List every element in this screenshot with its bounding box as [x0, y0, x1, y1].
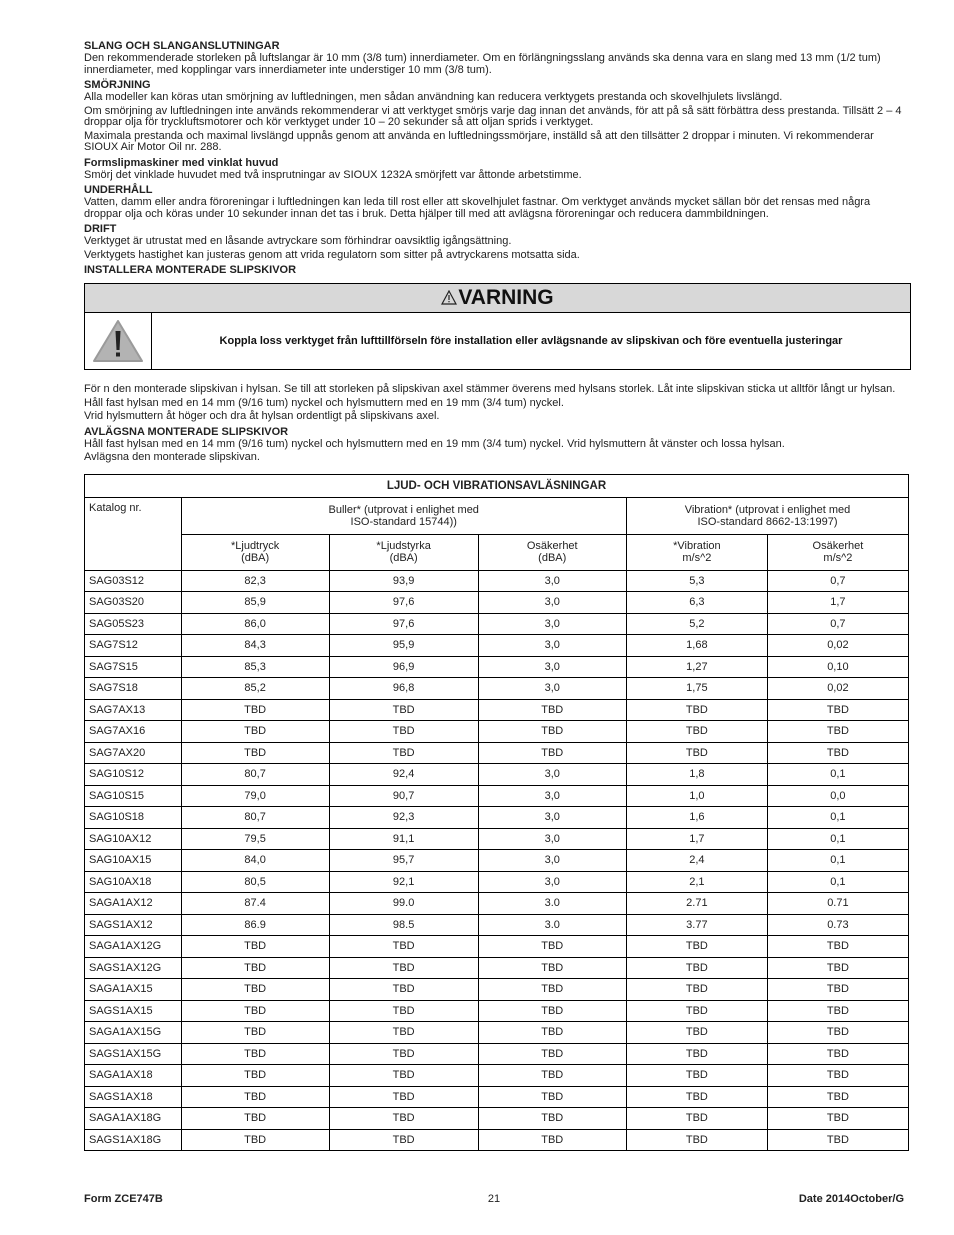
column-header-label: *Vibration [673, 540, 721, 552]
value-cell: 0,7 [767, 570, 908, 592]
value-cell: TBD [478, 957, 626, 979]
value-cell: 0.71 [767, 893, 908, 915]
section-heading: UNDERHÅLL [84, 184, 153, 196]
catalog-cell: SAGS1AX18G [85, 1129, 182, 1151]
value-cell: TBD [626, 957, 767, 979]
paragraph: Vatten, damm eller andra föroreningar i luftledningen kan leda till rost eller att skovelhjulet fastnar. Om verktyget används mycket sällan bör det rensas med några droppar olja och köras under 10 sekunder innan det tas i bruk. Detta hjälper till med att avlägsna föroreningar och reducera dammbildningen. [84, 196, 871, 220]
table-row [85, 613, 909, 635]
value-cell: 0,7 [767, 613, 908, 635]
value-cell: 2,4 [626, 850, 767, 872]
value-cell: TBD [478, 1065, 626, 1087]
value-cell: TBD [478, 1043, 626, 1065]
table-row [85, 764, 909, 786]
value-cell: 6,3 [626, 592, 767, 614]
text-section [84, 79, 910, 154]
value-cell: TBD [181, 1022, 329, 1044]
value-cell: TBD [767, 742, 908, 764]
value-cell: TBD [626, 1065, 767, 1087]
value-cell: TBD [767, 1086, 908, 1108]
catalog-header: Katalog nr. [85, 497, 182, 570]
paragraph: Den rekommenderade storleken på luftslangar är 10 mm (3/8 tum) innerdiameter. Om en förlängningsslang används ska denna vara en slang med 13 mm (1/2 tum) innerdiameter, med kopplingar vars innerdiameter inte understiger 10 mm (3/8 tum). [84, 52, 881, 76]
value-cell: 80,7 [181, 807, 329, 829]
value-cell: TBD [767, 1043, 908, 1065]
catalog-cell: SAG10AX18 [85, 871, 182, 893]
value-cell: 85,3 [181, 656, 329, 678]
value-cell: 79,0 [181, 785, 329, 807]
column-header [767, 534, 908, 570]
section-heading: SMÖRJNING [84, 79, 151, 91]
value-cell: 5,3 [626, 570, 767, 592]
value-cell: 3,0 [478, 635, 626, 657]
paragraph: Avlägsna den monterade slipskivan. [84, 451, 260, 463]
column-header-unit: (dBA) [538, 552, 567, 564]
value-cell: TBD [181, 957, 329, 979]
vibration-header-line2: ISO-standard 8662-13:1997) [697, 515, 838, 528]
table-row [85, 699, 909, 721]
catalog-cell: SAGS1AX15G [85, 1043, 182, 1065]
value-cell: 3,0 [478, 678, 626, 700]
value-cell: TBD [478, 979, 626, 1001]
value-cell: TBD [478, 1000, 626, 1022]
value-cell: TBD [329, 721, 478, 743]
column-header-label: Osäkerhet [526, 540, 578, 552]
value-cell: TBD [329, 1000, 478, 1022]
catalog-cell: SAG10S18 [85, 807, 182, 829]
paragraph: Maximala prestanda och maximal livslängd uppnås genom att använda en luftledningssmörjare, inställd så att den tillsätter 2 droppar i minuten. Vi rekommenderar SIOUX Air Motor Oil nr. 288. [84, 129, 874, 153]
catalog-cell: SAGA1AX18 [85, 1065, 182, 1087]
value-cell: TBD [181, 1129, 329, 1151]
value-cell: 1,68 [626, 635, 767, 657]
value-cell: 92,3 [329, 807, 478, 829]
value-cell: TBD [767, 979, 908, 1001]
value-cell: TBD [181, 721, 329, 743]
value-cell: 2.71 [626, 893, 767, 915]
table-row [85, 1129, 909, 1151]
value-cell: TBD [329, 1022, 478, 1044]
table-row [85, 807, 909, 829]
table-row [85, 1000, 909, 1022]
value-cell: 3,0 [478, 850, 626, 872]
catalog-cell: SAG7AX13 [85, 699, 182, 721]
value-cell: TBD [626, 721, 767, 743]
table-row [85, 936, 909, 958]
value-cell: 3,0 [478, 807, 626, 829]
catalog-cell: SAG10AX15 [85, 850, 182, 872]
value-cell: 98.5 [329, 914, 478, 936]
value-cell: 1,27 [626, 656, 767, 678]
catalog-cell: SAGA1AX15 [85, 979, 182, 1001]
value-cell: TBD [181, 742, 329, 764]
value-cell: TBD [626, 1108, 767, 1130]
table-row [85, 1065, 909, 1087]
paragraph: För n den monterade slipskivan i hylsan. Se till att storleken på slipskivan axel stämmer överens med hylsans storlek. Låt inte slipskivan sticka ut alltför långt ur hylsan. [84, 383, 896, 395]
value-cell: 0,0 [767, 785, 908, 807]
section-heading: DRIFT [84, 223, 117, 235]
value-cell: 3.0 [478, 914, 626, 936]
sections-top [84, 40, 910, 277]
table-row [85, 850, 909, 872]
paragraph: Smörj det vinklade huvudet med två insprutningar av SIOUX 1232A smörjfett var åttonde arbetstimme. [84, 168, 582, 181]
catalog-cell: SAG10AX12 [85, 828, 182, 850]
warning-triangle-icon [441, 290, 457, 305]
value-cell: 93,9 [329, 570, 478, 592]
catalog-cell: SAG7S18 [85, 678, 182, 700]
value-cell: TBD [767, 721, 908, 743]
value-cell: 3,0 [478, 656, 626, 678]
value-cell: 95,7 [329, 850, 478, 872]
vibration-group-header [626, 497, 908, 534]
catalog-cell: SAGA1AX18G [85, 1108, 182, 1130]
paragraph: Håll fast hylsan med en 14 mm (9/16 tum) nyckel och hylsmuttern med en 19 mm (3/4 tum) nyckel. [84, 396, 564, 409]
text-section [84, 223, 910, 261]
text-section [84, 384, 910, 423]
value-cell: 92,4 [329, 764, 478, 786]
noise-header-line2: ISO-standard 15744)) [350, 515, 457, 528]
column-header-unit: m/s^2 [823, 552, 853, 564]
catalog-cell: SAG7AX16 [85, 721, 182, 743]
value-cell: 82,3 [181, 570, 329, 592]
value-cell: TBD [181, 979, 329, 1001]
table-row [85, 785, 909, 807]
value-cell: 1,6 [626, 807, 767, 829]
value-cell: TBD [329, 979, 478, 1001]
table-row [85, 957, 909, 979]
exclamation-triangle-icon [92, 318, 144, 364]
value-cell: TBD [181, 699, 329, 721]
catalog-cell: SAG7S15 [85, 656, 182, 678]
value-cell: TBD [329, 1086, 478, 1108]
value-cell: TBD [181, 1065, 329, 1087]
value-cell: 80,5 [181, 871, 329, 893]
value-cell: TBD [767, 1022, 908, 1044]
catalog-cell: SAGA1AX15G [85, 1022, 182, 1044]
catalog-cell: SAG7S12 [85, 635, 182, 657]
catalog-cell: SAGA1AX12 [85, 893, 182, 915]
value-cell: 1,75 [626, 678, 767, 700]
value-cell: TBD [767, 699, 908, 721]
column-header-label: *Ljudtryck [230, 540, 280, 552]
table-row [85, 871, 909, 893]
value-cell: 0,02 [767, 635, 908, 657]
value-cell: 97,6 [329, 592, 478, 614]
value-cell: 95,9 [329, 635, 478, 657]
column-header-label: Osäkerhet [812, 540, 864, 552]
value-cell: 84,0 [181, 850, 329, 872]
column-header-label: *Ljudstyrka [376, 540, 431, 552]
value-cell: 3.77 [626, 914, 767, 936]
value-cell: TBD [329, 936, 478, 958]
value-cell: 90,7 [329, 785, 478, 807]
value-cell: TBD [329, 699, 478, 721]
section-heading: INSTALLERA MONTERADE SLIPSKIVOR [84, 264, 297, 276]
catalog-cell: SAGS1AX18 [85, 1086, 182, 1108]
value-cell: TBD [329, 1108, 478, 1130]
value-cell: 85,2 [181, 678, 329, 700]
value-cell: 1,8 [626, 764, 767, 786]
catalog-cell: SAG7AX20 [85, 742, 182, 764]
value-cell: TBD [181, 1043, 329, 1065]
text-section [84, 426, 910, 464]
value-cell: 3,0 [478, 764, 626, 786]
value-cell: TBD [626, 1022, 767, 1044]
catalog-cell: SAG10S15 [85, 785, 182, 807]
value-cell: TBD [181, 1108, 329, 1130]
value-cell: TBD [478, 721, 626, 743]
value-cell: TBD [626, 1000, 767, 1022]
catalog-cell: SAGS1AX15 [85, 1000, 182, 1022]
sections-after [84, 384, 910, 464]
catalog-cell: SAGS1AX12G [85, 957, 182, 979]
table-row [85, 635, 909, 657]
value-cell: TBD [626, 1086, 767, 1108]
warning-text: Koppla loss verktyget från lufttillförseln före installation eller avlägsnande av slipskivan och före eventuella justeringar [219, 335, 843, 347]
value-cell: 84,3 [181, 635, 329, 657]
catalog-cell: SAG10S12 [85, 764, 182, 786]
value-cell: 3,0 [478, 871, 626, 893]
value-cell: 92,1 [329, 871, 478, 893]
warning-box [84, 283, 911, 370]
page-number: 21 [487, 1193, 501, 1205]
value-cell: 0,02 [767, 678, 908, 700]
vibration-header-line1: Vibration* (utprovat i enlighet med [684, 503, 851, 516]
value-cell: 85,9 [181, 592, 329, 614]
text-section [84, 40, 910, 76]
value-cell: TBD [767, 1108, 908, 1130]
column-header [478, 534, 626, 570]
value-cell: TBD [767, 1000, 908, 1022]
value-cell: TBD [329, 1043, 478, 1065]
value-cell: 3,0 [478, 613, 626, 635]
value-cell: TBD [767, 1065, 908, 1087]
value-cell: 3,0 [478, 785, 626, 807]
paragraph: Håll fast hylsan med en 14 mm (9/16 tum) nyckel och hylsmuttern med en 19 mm (3/4 tum) nyckel. Vrid hylsmuttern åt vänster och lossa hylsan. [84, 437, 785, 450]
value-cell: 3,0 [478, 592, 626, 614]
table-row [85, 592, 909, 614]
value-cell: 0,1 [767, 871, 908, 893]
table-row [85, 742, 909, 764]
value-cell: 0,10 [767, 656, 908, 678]
value-cell: TBD [626, 742, 767, 764]
text-section [84, 184, 910, 220]
value-cell: 0,1 [767, 850, 908, 872]
document-page [84, 40, 910, 1151]
value-cell: TBD [767, 936, 908, 958]
value-cell: 0.73 [767, 914, 908, 936]
value-cell: 0,1 [767, 764, 908, 786]
value-cell: 86.9 [181, 914, 329, 936]
paragraph: Verktygets hastighet kan justeras genom att vrida regulatorn som sitter på avtryckarens motsatta sida. [84, 248, 580, 261]
noise-header-line1: Buller* (utprovat i enlighet med [328, 503, 479, 516]
form-date: Date 2014October/G [798, 1193, 904, 1205]
value-cell: TBD [181, 1000, 329, 1022]
value-cell: TBD [478, 1022, 626, 1044]
value-cell: 97,6 [329, 613, 478, 635]
value-cell: 5,2 [626, 613, 767, 635]
form-number: Form ZCE747B [84, 1193, 163, 1205]
value-cell: TBD [329, 957, 478, 979]
catalog-cell: SAG03S20 [85, 592, 182, 614]
value-cell: 91,1 [329, 828, 478, 850]
catalog-cell: SAG03S12 [85, 570, 182, 592]
table-row [85, 1043, 909, 1065]
value-cell: TBD [767, 1129, 908, 1151]
value-cell: TBD [329, 742, 478, 764]
value-cell: TBD [329, 1129, 478, 1151]
column-header [181, 534, 329, 570]
paragraph: Alla modeller kan köras utan smörjning av luftledningen, men sådan användning kan reducera verktygets prestanda och skovelhjulets livslängd. [84, 91, 783, 103]
value-cell: 0,1 [767, 828, 908, 850]
table-row [85, 1108, 909, 1130]
column-header-unit: (dBA) [241, 552, 270, 564]
table-row [85, 1022, 909, 1044]
value-cell: 0,1 [767, 807, 908, 829]
value-cell: TBD [181, 1086, 329, 1108]
text-section [84, 157, 910, 182]
noise-group-header [181, 497, 626, 534]
table-row [85, 1086, 909, 1108]
column-header [329, 534, 478, 570]
value-cell: TBD [478, 936, 626, 958]
value-cell: 99.0 [329, 893, 478, 915]
value-cell: TBD [626, 1043, 767, 1065]
value-cell: TBD [626, 699, 767, 721]
value-cell: 79,5 [181, 828, 329, 850]
value-cell: 1,0 [626, 785, 767, 807]
warning-icon-cell [85, 313, 152, 369]
value-cell: 1,7 [626, 828, 767, 850]
paragraph: Om smörjning av luftledningen inte används rekommenderar vi att verktyget smörjs varje dag innan det används, för att på så sätt förbättra dess prestanda. Tillsätt 2 – 4 droppar olja för tryckluftsmotorer och kör verktyget under 10 – 20 sekunder så att oljan sprids i verktyget. [84, 104, 902, 128]
catalog-cell: SAGA1AX12G [85, 936, 182, 958]
table-row [85, 721, 909, 743]
paragraph: Vrid hylsmuttern åt höger och dra åt hylsan ordentligt på slipskivans axel. [84, 410, 440, 422]
value-cell: 87.4 [181, 893, 329, 915]
value-cell: TBD [478, 1086, 626, 1108]
value-cell: 96,9 [329, 656, 478, 678]
value-cell: TBD [626, 936, 767, 958]
catalog-cell: SAGS1AX12 [85, 914, 182, 936]
value-cell: TBD [478, 699, 626, 721]
warning-header [85, 284, 910, 313]
section-heading: Formslipmaskiner med vinklat huvud [84, 156, 279, 169]
column-header-unit: (dBA) [389, 552, 418, 564]
value-cell: 3.0 [478, 893, 626, 915]
sound-vibration-table [84, 474, 909, 1152]
column-header-unit: m/s^2 [682, 552, 712, 564]
table-row [85, 828, 909, 850]
value-cell: TBD [478, 1129, 626, 1151]
table-row [85, 914, 909, 936]
section-heading: AVLÄGSNA MONTERADE SLIPSKIVOR [84, 425, 289, 438]
text-section [84, 264, 910, 277]
value-cell: 80,7 [181, 764, 329, 786]
value-cell: 86,0 [181, 613, 329, 635]
value-cell: TBD [478, 1108, 626, 1130]
value-cell: 1,7 [767, 592, 908, 614]
warning-title: VARNING [458, 286, 554, 309]
value-cell: 2,1 [626, 871, 767, 893]
value-cell: TBD [181, 936, 329, 958]
paragraph: Verktyget är utrustat med en låsande avtryckare som förhindrar oavsiktlig igångsättning. [84, 235, 512, 247]
table-row [85, 979, 909, 1001]
value-cell: TBD [478, 742, 626, 764]
table-row [85, 893, 909, 915]
value-cell: TBD [626, 1129, 767, 1151]
value-cell: 96,8 [329, 678, 478, 700]
table-row [85, 656, 909, 678]
table-title: LJUD- OCH VIBRATIONSAVLÄSNINGAR [85, 474, 909, 497]
value-cell: TBD [329, 1065, 478, 1087]
value-cell: TBD [767, 957, 908, 979]
catalog-cell: SAG05S23 [85, 613, 182, 635]
value-cell: 3,0 [478, 570, 626, 592]
table-row [85, 570, 909, 592]
value-cell: TBD [626, 979, 767, 1001]
value-cell: 3,0 [478, 828, 626, 850]
table-row [85, 678, 909, 700]
column-header [626, 534, 767, 570]
section-heading: SLANG OCH SLANGANSLUTNINGAR [84, 40, 280, 52]
